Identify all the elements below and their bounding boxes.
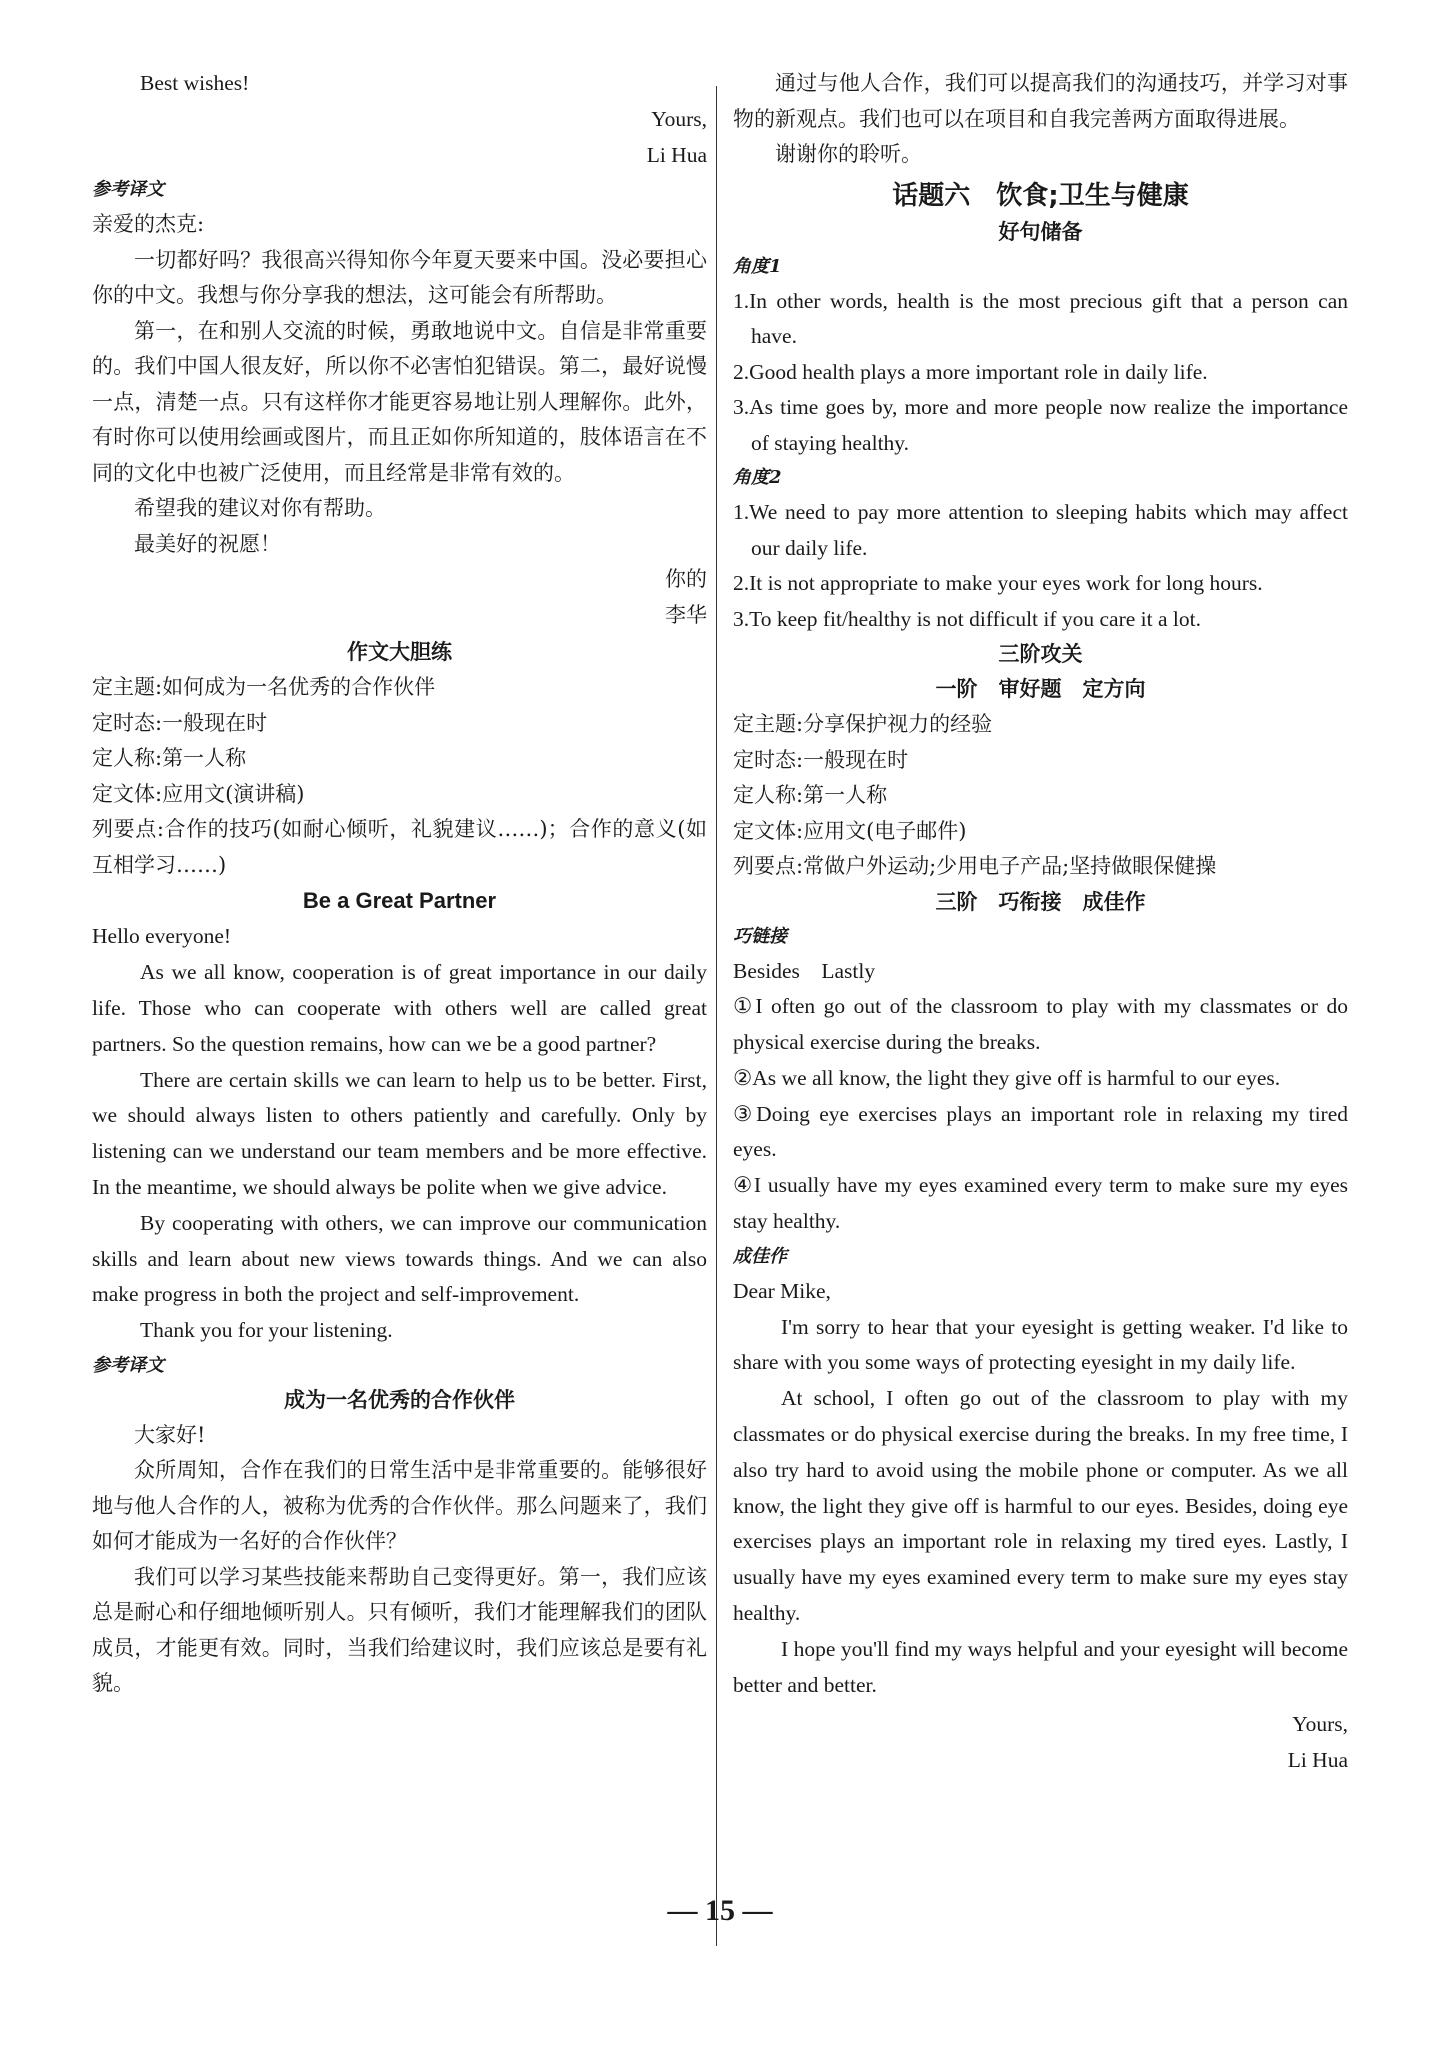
essay-paragraph: As we all know, cooperation is of great importance in our daily life. Those who can cooperate with others well are called great partners. So the question remains, how can we be a good partner?	[92, 960, 707, 1056]
practice-title: 作文大胆练	[347, 640, 452, 665]
essay-paragraph: By cooperating with others, we can improve our communication skills and learn about new views towards things. And we can also make progress in both the project and self-improvement.	[92, 1210, 707, 1307]
stage1-item: 定主题:分享保护视力的经验	[733, 712, 993, 736]
cn-essay-paragraph: 通过与他人合作，我们可以提高我们的沟通技巧，并学习对事物的新观点。我们也可以在项目和自我完善两方面取得进展。	[733, 71, 1348, 131]
letter-sign-name: Li Hua	[646, 142, 707, 167]
essay-paragraph: There are certain skills we can learn to help us to be better. First, we should always listen to others patiently and carefully. Only by listening can we understand our team members and be more effective. In the meantime, we should always be polite when we give advice.	[92, 1067, 707, 1199]
cn-paragraph: 最美好的祝愿！	[134, 531, 281, 556]
stage3-title: 三阶 巧衔接 成佳作	[935, 889, 1146, 914]
link-item: ④I usually have my eyes examined every term to make sure my eyes stay healthy.	[733, 1173, 1348, 1234]
stage1-item: 定时态:一般现在时	[733, 747, 909, 772]
stage-title: 三阶攻关	[998, 642, 1083, 666]
cn-salutation: 亲爱的杰克:	[92, 212, 205, 237]
cn-essay-paragraph: 我们可以学习某些技能来帮助自己变得更好。第一，我们应该总是耐心和仔细地倾听别人。只有倾听，我们才能理解我们的团队成员，才能更有效。同时，当我们给建议时，我们应该总是要有礼貌。	[92, 1564, 707, 1696]
letter-sign-name: Li Hua	[1287, 1748, 1348, 1773]
cn-essay-title: 成为一名优秀的合作伙伴	[284, 1387, 515, 1412]
letter-closing: Best wishes!	[140, 71, 250, 95]
letter-paragraph: I hope you'll find my ways helpful and your eyesight will become better and better.	[733, 1636, 1348, 1697]
link-item: ①I often go out of the classroom to play with my classmates or do physical exercise during the breaks.	[733, 994, 1348, 1055]
practice-item: 定时态:一般现在时	[92, 710, 268, 735]
sentence-item: 2.It is not appropriate to make your eyes work for long hours.	[733, 571, 1263, 595]
practice-item: 定主题:如何成为一名优秀的合作伙伴	[92, 675, 436, 700]
sentence-item: 1.In other words, health is the most precious gift that a person can have.	[733, 288, 1348, 348]
cn-sign-name: 李华	[665, 602, 707, 627]
practice-item: 定人称:第一人称	[92, 746, 247, 771]
cn-paragraph: 一切都好吗？我很高兴得知你今年夏天要来中国。没必要担心你的中文。我想与你分享我的想法，这可能会有所帮助。	[92, 247, 707, 308]
stage1-item: 定文体:应用文(电子邮件)	[733, 818, 967, 843]
essay-paragraph: Thank you for your listening.	[140, 1318, 393, 1343]
cn-essay-paragraph: 谢谢你的聆听。	[775, 142, 922, 166]
letter-paragraph: At school, I often go out of the classroom to play with my classmates or do physical exercise during the breaks. In my free time, I also try hard to avoid using the mobile phone or computer. As we all know, the light they give off is harmful to our eyes. Besides, doing eye exercises plays an important role in relaxing my tired eyes. Lastly, I usually have my eyes examined every term to make sure my eyes stay healthy.	[733, 1386, 1348, 1626]
reference-translation-tag: 参考译文	[92, 1354, 164, 1376]
sentence-item: 3.To keep fit/healthy is not difficult if you care it a lot.	[733, 606, 1201, 631]
cn-essay-paragraph: 大家好!	[134, 1422, 206, 1447]
left-column	[92, 70, 707, 1702]
essay-title: Be a Great Partner	[302, 888, 497, 914]
cn-paragraph: 第一，在和别人交流的时候，勇敢地说中文。自信是非常重要的。我们中国人很友好，所以你不必害怕犯错误。第二，最好说慢一点，清楚一点。只有这样你才能更容易地让别人理解你。此外，有时你可以使用绘画或图片，而且正如你所知道的，肢体语言在不同的文化中也被广泛使用，而且经常是非常有效的。	[92, 318, 707, 485]
letter-sign-yours: Yours,	[1292, 1712, 1348, 1737]
cn-sign-yours: 你的	[665, 567, 707, 592]
link-item: ③Doing eye exercises plays an important role in relaxing my tired eyes.	[733, 1101, 1348, 1162]
link-words: Besides Lastly	[733, 958, 876, 983]
stage1-item: 列要点:常做户外运动;少用电子产品;坚持做眼保健操	[733, 854, 1217, 878]
cn-essay-paragraph: 众所周知，合作在我们的日常生活中是非常重要的。能够很好地与他人合作的人，被称为优秀的合作伙伴。那么问题来了，我们如何才能成为一名好的合作伙伴？	[92, 1458, 707, 1554]
sentence-item: 1.We need to pay more attention to sleeping habits which may affect our daily life.	[733, 500, 1348, 560]
practice-item: 列要点:合作的技巧(如耐心倾听，礼貌建议……)；合作的意义(如互相学习……)	[92, 817, 707, 877]
link-tag: 巧链接	[733, 925, 787, 947]
essay-greeting: Hello everyone!	[92, 924, 232, 949]
angle-tag: 角度2	[733, 467, 782, 488]
stage1-title: 一阶 审好题 定方向	[935, 677, 1146, 701]
sentence-item: 3.As time goes by, more and more people now realize the importance of staying healthy.	[733, 395, 1348, 455]
topic-title: 话题六 饮食;卫生与健康	[892, 180, 1189, 211]
link-item: ②As we all know, the light they give off is harmful to our eyes.	[733, 1065, 1281, 1090]
good-sentences-title: 好句储备	[998, 219, 1083, 244]
sentence-item: 2.Good health plays a more important role in daily life.	[733, 359, 1208, 384]
angle-tag: 角度1	[733, 255, 782, 277]
letter-paragraph: I'm sorry to hear that your eyesight is getting weaker. I'd like to share with you some ways of protecting eyesight in my daily life.	[733, 1314, 1348, 1375]
reference-translation-tag: 参考译文	[92, 179, 164, 201]
letter-greeting: Dear Mike,	[733, 1278, 831, 1303]
column-divider	[716, 86, 717, 1946]
letter-sign-yours: Yours,	[651, 106, 707, 131]
stage1-item: 定人称:第一人称	[733, 783, 888, 807]
right-column	[733, 70, 1348, 1779]
page-number: — 15 —	[667, 1894, 773, 1927]
practice-item: 定文体:应用文(演讲稿)	[92, 781, 305, 806]
cn-paragraph: 希望我的建议对你有帮助。	[134, 496, 386, 521]
final-tag: 成佳作	[733, 1245, 787, 1267]
